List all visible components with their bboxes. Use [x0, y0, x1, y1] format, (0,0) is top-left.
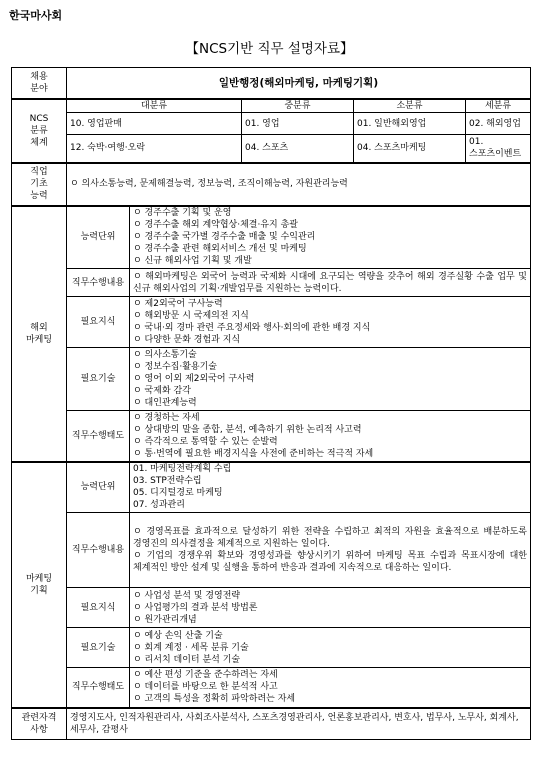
ncs-cell: 01. 일반해외영업 [354, 113, 466, 135]
certification-value: 경영지도사, 인적자원관리사, 사회조사분석사, 스포츠경영관리사, 언론홍보관리사, 변호사, 법무사, 노무사, 회계사, 세무사, 감평사 [67, 708, 531, 740]
field-label [12, 68, 67, 99]
row-content [130, 588, 531, 628]
list-item: ㅇ 기업의 경쟁우위 확보와 경영성과를 향상시키기 위하여 마케팅 목표 수립과 목표시장에 대한 체계적인 방안 설계 및 실행을 통하여 반응과 결과에 지속적으로 대응하는 일이다. [133, 551, 527, 573]
field-label-text: 채용 분야 [30, 71, 48, 94]
list-item: ㅇ 국내·외 경마 관련 주요정세와 행사·회의에 관한 배경 지식 [133, 323, 371, 333]
list-item: ㅇ 상대방의 말을 종합, 분석, 예측하기 위한 논리적 사고력 [133, 424, 362, 435]
row-label: 직무수행내용 [67, 269, 130, 297]
row-label: 필요지식 [67, 588, 130, 628]
row-label: 능력단위 [67, 206, 130, 269]
ncs-header-minor: 소분류 [354, 99, 466, 113]
list-item: ㅇ 다양한 문화 경험과 지식 [133, 335, 241, 345]
row-content [130, 668, 531, 708]
section-name: 해외 마케팅 [25, 322, 53, 345]
row-content [130, 206, 531, 269]
basic-skills-value: ㅇ 의사소통능력, 문제해결능력, 정보능력, 조직이해능력, 자원관리능력 [67, 163, 531, 206]
ncs-cell: 01. 스포츠이벤트 [466, 135, 531, 163]
list-item: 05. 디지털경로 마케팅 [133, 488, 223, 499]
list-item: ㅇ 데이터를 바탕으로 한 분석적 사고 [133, 682, 278, 693]
job-description-table [11, 67, 531, 740]
field-value: 일반행정(해외마케팅, 마케팅기획) [67, 68, 531, 99]
row-content [130, 269, 531, 297]
ncs-header-middle: 중분류 [242, 99, 354, 113]
list-item: ㅇ 예상 손익 산출 기술 [133, 630, 223, 641]
list-item: 01. 마케팅전략계획 수립 [133, 464, 232, 475]
ncs-cell: 04. 스포츠마케팅 [354, 135, 466, 163]
ncs-header-detail: 세분류 [466, 99, 531, 113]
ncs-cell: 04. 스포츠 [242, 135, 354, 163]
list-item: ㅇ 국제화 감각 [133, 386, 191, 396]
row-content [130, 348, 531, 411]
list-item: ㅇ 고객의 특성을 정확히 파악하려는 자세 [133, 694, 296, 705]
certification-label [12, 708, 67, 740]
list-item: ㅇ 해외방문 시 국제의전 지식 [133, 311, 249, 321]
list-item: ㅇ 의사소통기술 [133, 350, 197, 360]
section-overseas-marketing [12, 206, 67, 462]
list-item: ㅇ 원가관리개념 [133, 614, 197, 625]
list-item: ㅇ 경주수출 관련 해외서비스 개선 및 마케팅 [133, 244, 307, 255]
list-item: ㅇ 경주수출 해외 계약협상·체결·유지 총괄 [133, 220, 298, 231]
organization-name: 한국마사회 [9, 9, 63, 22]
list-item: ㅇ 정보수집·활용기술 [133, 362, 217, 372]
section-marketing-planning [12, 462, 67, 708]
list-item: ㅇ 경영목표를 효과적으로 달성하기 위한 전략을 수립하고 최적의 자원을 효율적으로 배분하도록 경영진의 의사결정을 체계적으로 지원하는 일이다. [133, 527, 527, 549]
ncs-header-major: 대분류 [67, 99, 242, 113]
row-label: 직무수행태도 [67, 668, 130, 708]
list-item: ㅇ 경주수출 기획 및 운영 [133, 208, 232, 219]
list-item: ㅇ 경청하는 자세 [133, 412, 200, 423]
ncs-label [12, 99, 67, 163]
list-item: ㅇ 사업평가의 결과 분석 방법론 [133, 602, 258, 613]
list-item: ㅇ 즉각적으로 통역할 수 있는 순발력 [133, 436, 278, 447]
document-title: 【NCS기반 직무 설명자료】 [185, 41, 354, 57]
list-item: 07. 성과관리 [133, 500, 185, 511]
row-label: 필요기술 [67, 348, 130, 411]
section-name: 마케팅 기획 [25, 573, 53, 596]
list-item: ㅇ 리서치 데이터 분석 기술 [133, 654, 241, 665]
list-item: ㅇ 영어 이외 제2외국어 구사력 [133, 374, 255, 384]
row-content [130, 513, 531, 588]
row-content [130, 462, 531, 513]
list-item: 03. STP전략수립 [133, 476, 202, 487]
row-label: 직무수행태도 [67, 411, 130, 462]
basic-skills-label-text: 직업 기초 능력 [30, 167, 48, 201]
list-item: ㅇ 제2외국어 구사능력 [133, 299, 223, 309]
row-content [130, 628, 531, 668]
row-content [130, 411, 531, 462]
row-label: 필요기술 [67, 628, 130, 668]
ncs-cell: 12. 숙박·여행·오락 [67, 135, 242, 163]
basic-skills-label [12, 163, 67, 206]
list-item: ㅇ 대인관계능력 [133, 398, 197, 408]
list-item: ㅇ 해외마케팅은 외국어 능력과 국제화 시대에 요구되는 역량을 갖추어 해외 경주실황 수출 업무 및 신규 해외사업의 기획·개발업무를 지원하는 능력이다. [133, 271, 527, 294]
row-label: 능력단위 [67, 462, 130, 513]
list-item: ㅇ 회계 계정 · 세목 분류 기술 [133, 642, 249, 653]
row-content [130, 297, 531, 348]
certification-label-text: 관련자격 사항 [21, 712, 57, 735]
row-label: 필요지식 [67, 297, 130, 348]
list-item: ㅇ 예산 편성 기준을 준수하려는 자세 [133, 670, 278, 681]
row-label: 직무수행내용 [67, 513, 130, 588]
list-item: ㅇ 통·번역에 필요한 배경지식을 사전에 준비하는 적극적 자세 [133, 448, 374, 459]
list-item: ㅇ 사업성 분석 및 경영전략 [133, 590, 241, 601]
list-item: ㅇ 신규 해외사업 기획 및 개발 [133, 256, 252, 267]
ncs-cell: 10. 영업판매 [67, 113, 242, 135]
ncs-cell: 01. 영업 [242, 113, 354, 135]
list-item: ㅇ 경주수출 국가별 경주수출 매출 및 수익관리 [133, 232, 316, 243]
ncs-cell: 02. 해외영업 [466, 113, 531, 135]
ncs-label-text: NCS 분류 체계 [29, 113, 49, 148]
